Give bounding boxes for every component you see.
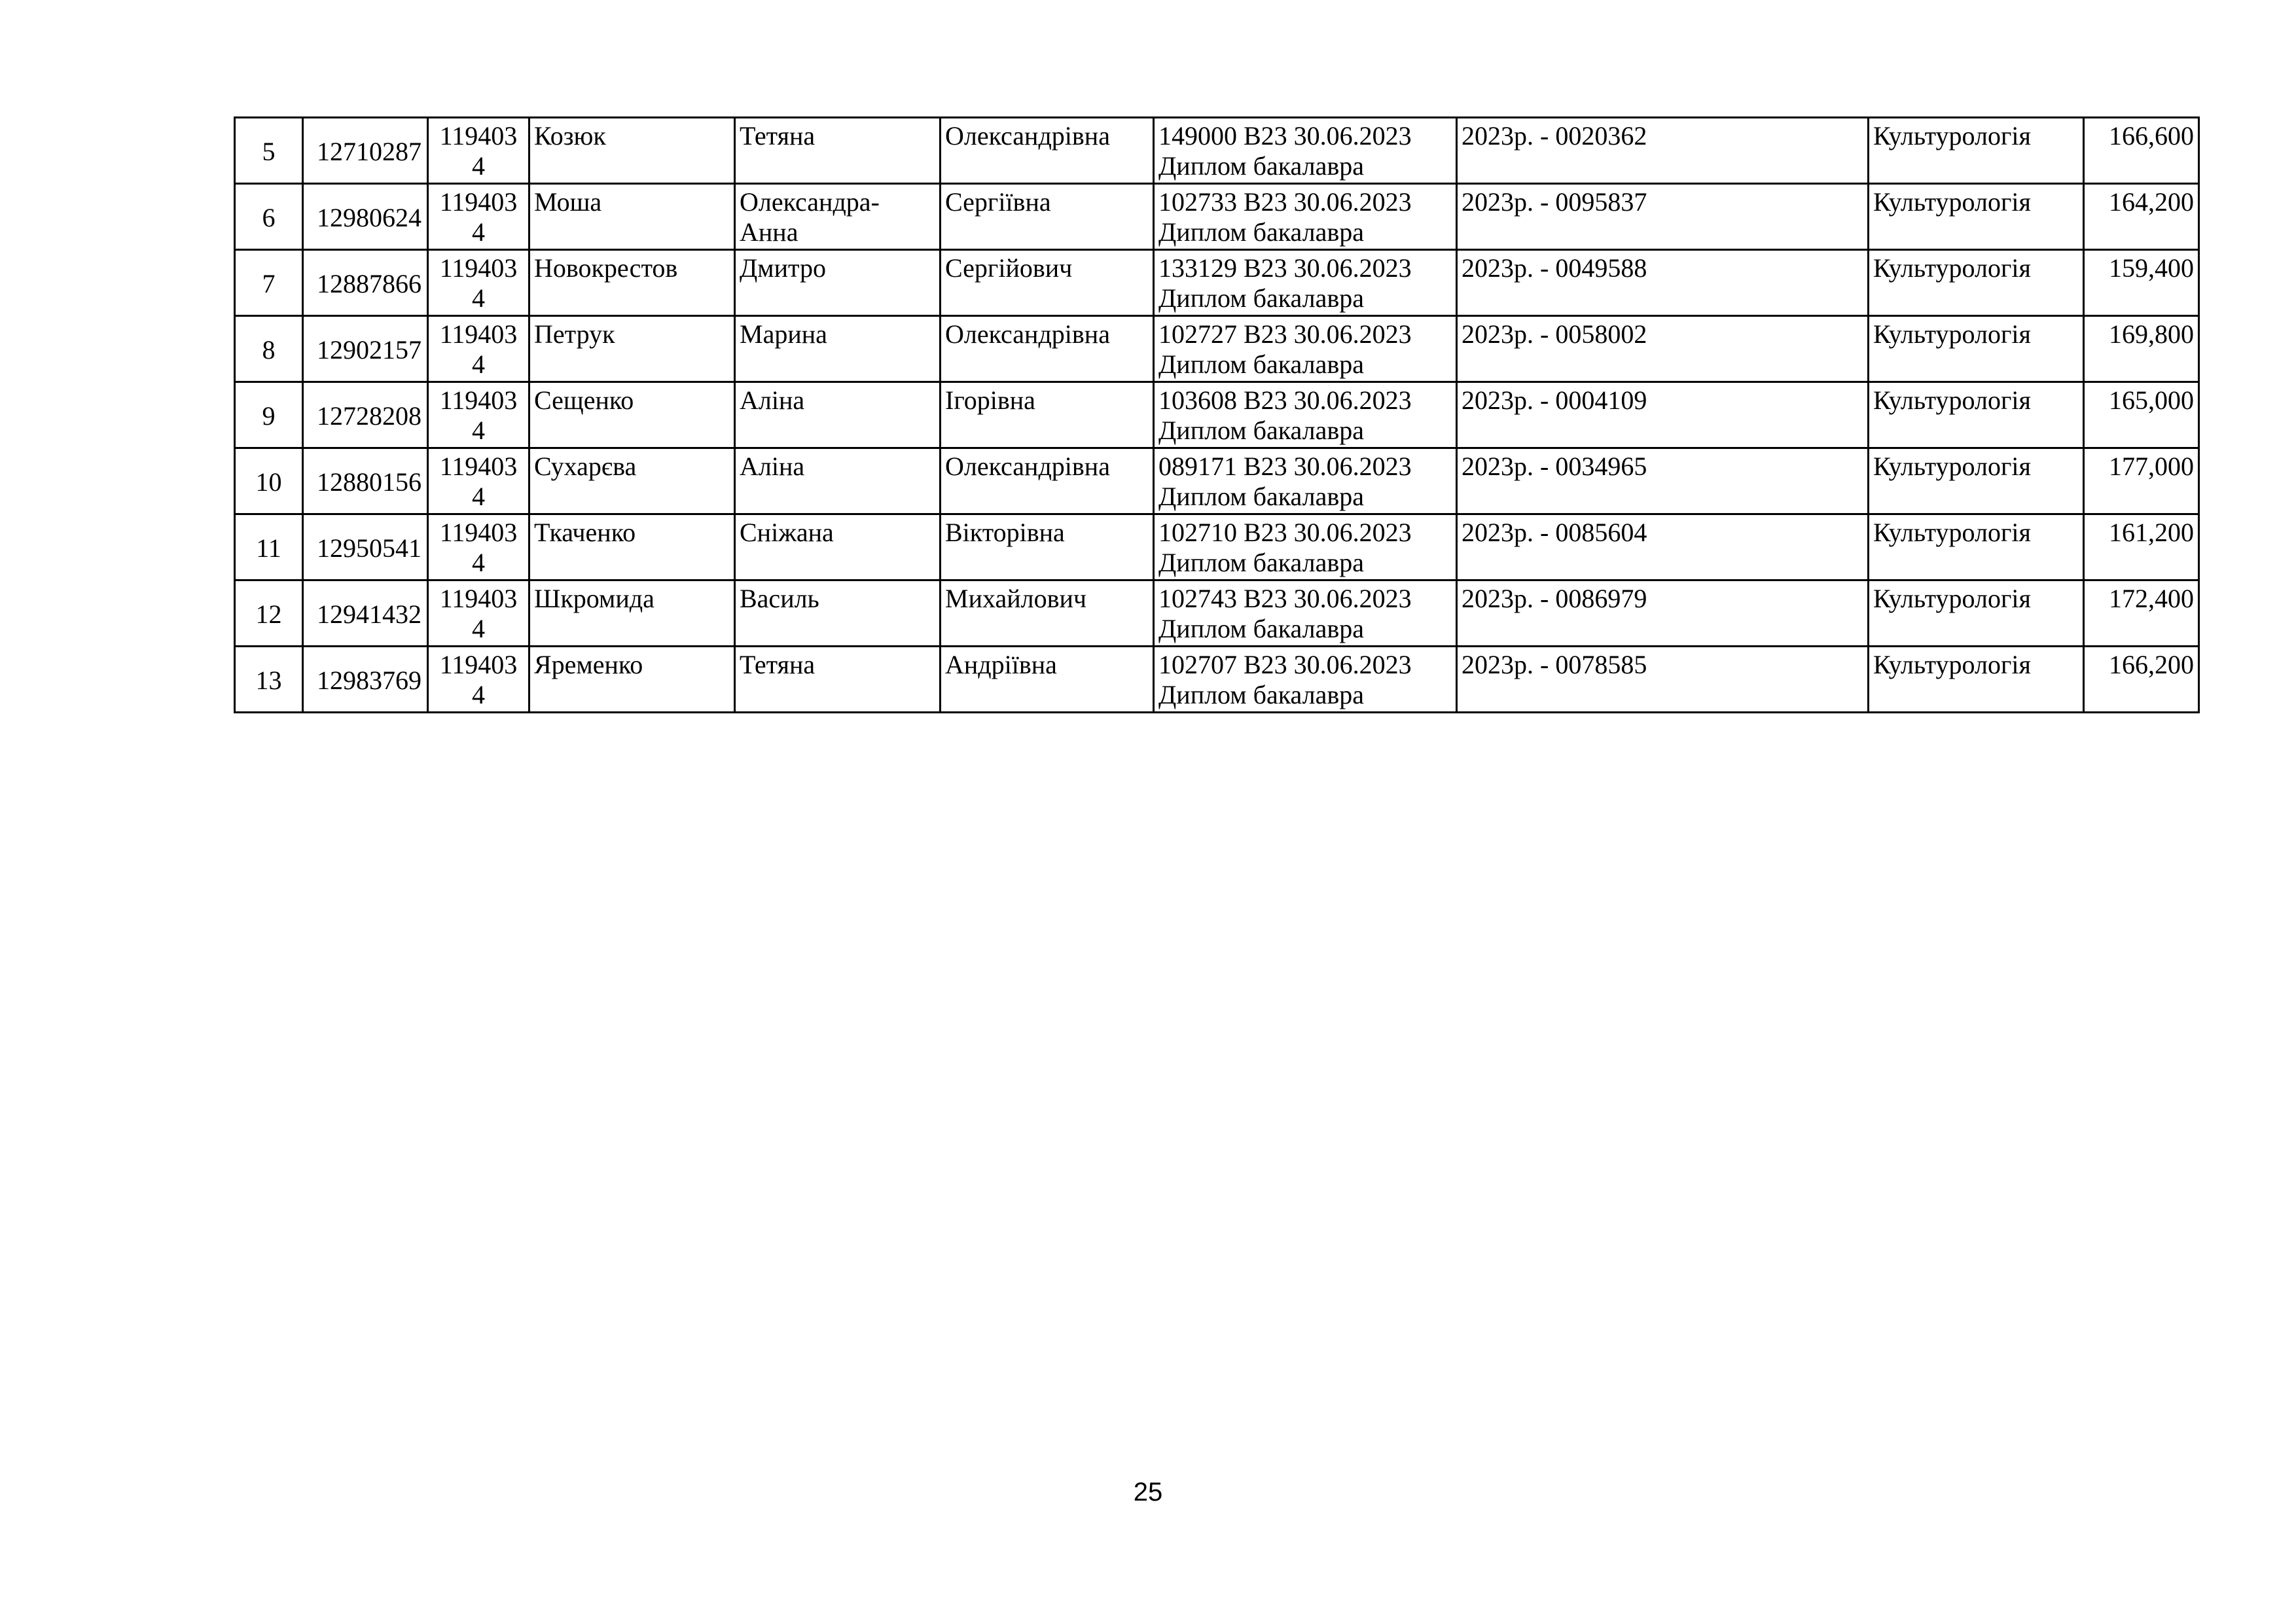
table-row [235, 448, 2199, 514]
score-cell: 161,200 [2084, 514, 2199, 580]
registration-number-cell: 2023р. - 0085604 [1457, 514, 1869, 580]
surname-cell: Ткаченко [529, 514, 735, 580]
row-number-cell: 7 [235, 250, 303, 316]
applicant-code-cell: 12887866 [303, 250, 428, 316]
applicant-code-cell: 12880156 [303, 448, 428, 514]
document-cell: 102710 В23 30.06.2023 Диплом бакалавра [1154, 514, 1457, 580]
patronymic-cell: Сергійович [941, 250, 1154, 316]
applicants-table [234, 116, 2200, 713]
table-row [235, 382, 2199, 448]
table-row [235, 647, 2199, 713]
surname-cell: Петрук [529, 316, 735, 382]
document-cell: 103608 В23 30.06.2023 Диплом бакалавра [1154, 382, 1457, 448]
first-name-cell: Тетяна [735, 647, 941, 713]
score-cell: 177,000 [2084, 448, 2199, 514]
surname-cell: Козюк [529, 118, 735, 184]
registration-number-cell: 2023р. - 0078585 [1457, 647, 1869, 713]
program-code-cell: 119403 4 [428, 514, 529, 580]
program-code-cell: 119403 4 [428, 184, 529, 250]
specialty-cell: Культурологія [1869, 316, 2084, 382]
first-name-cell: Тетяна [735, 118, 941, 184]
registration-number-cell: 2023р. - 0020362 [1457, 118, 1869, 184]
specialty-cell: Культурологія [1869, 118, 2084, 184]
first-name-cell: Марина [735, 316, 941, 382]
patronymic-cell: Михайлович [941, 580, 1154, 647]
document-cell: 102733 В23 30.06.2023 Диплом бакалавра [1154, 184, 1457, 250]
table-row [235, 316, 2199, 382]
first-name-cell: Аліна [735, 382, 941, 448]
first-name-cell: Дмитро [735, 250, 941, 316]
score-cell: 164,200 [2084, 184, 2199, 250]
surname-cell: Новокрестов [529, 250, 735, 316]
patronymic-cell: Олександрівна [941, 118, 1154, 184]
row-number-cell: 9 [235, 382, 303, 448]
specialty-cell: Культурологія [1869, 448, 2084, 514]
program-code-cell: 119403 4 [428, 647, 529, 713]
table-row [235, 118, 2199, 184]
row-number-cell: 6 [235, 184, 303, 250]
document-cell: 102707 В23 30.06.2023 Диплом бакалавра [1154, 647, 1457, 713]
document-cell: 102727 В23 30.06.2023 Диплом бакалавра [1154, 316, 1457, 382]
surname-cell: Шкромида [529, 580, 735, 647]
registration-number-cell: 2023р. - 0095837 [1457, 184, 1869, 250]
score-cell: 166,600 [2084, 118, 2199, 184]
applicant-code-cell: 12902157 [303, 316, 428, 382]
row-number-cell: 8 [235, 316, 303, 382]
registration-number-cell: 2023р. - 0086979 [1457, 580, 1869, 647]
patronymic-cell: Сергіївна [941, 184, 1154, 250]
specialty-cell: Культурологія [1869, 580, 2084, 647]
program-code-cell: 119403 4 [428, 316, 529, 382]
document-cell: 149000 В23 30.06.2023 Диплом бакалавра [1154, 118, 1457, 184]
row-number-cell: 11 [235, 514, 303, 580]
document-cell: 089171 В23 30.06.2023 Диплом бакалавра [1154, 448, 1457, 514]
row-number-cell: 10 [235, 448, 303, 514]
document-cell: 133129 В23 30.06.2023 Диплом бакалавра [1154, 250, 1457, 316]
surname-cell: Сещенко [529, 382, 735, 448]
table-row [235, 250, 2199, 316]
program-code-cell: 119403 4 [428, 580, 529, 647]
patronymic-cell: Андріївна [941, 647, 1154, 713]
score-cell: 166,200 [2084, 647, 2199, 713]
applicant-code-cell: 12950541 [303, 514, 428, 580]
applicant-code-cell: 12980624 [303, 184, 428, 250]
page-number: 25 [1133, 1478, 1163, 1507]
row-number-cell: 13 [235, 647, 303, 713]
specialty-cell: Культурологія [1869, 250, 2084, 316]
patronymic-cell: Олександрівна [941, 448, 1154, 514]
registration-number-cell: 2023р. - 0004109 [1457, 382, 1869, 448]
table-body [235, 118, 2199, 713]
first-name-cell: Аліна [735, 448, 941, 514]
patronymic-cell: Олександрівна [941, 316, 1154, 382]
applicant-code-cell: 12983769 [303, 647, 428, 713]
program-code-cell: 119403 4 [428, 118, 529, 184]
specialty-cell: Культурологія [1869, 382, 2084, 448]
applicant-code-cell: 12941432 [303, 580, 428, 647]
surname-cell: Моша [529, 184, 735, 250]
score-cell: 165,000 [2084, 382, 2199, 448]
patronymic-cell: Ігорівна [941, 382, 1154, 448]
first-name-cell: Василь [735, 580, 941, 647]
program-code-cell: 119403 4 [428, 448, 529, 514]
registration-number-cell: 2023р. - 0034965 [1457, 448, 1869, 514]
program-code-cell: 119403 4 [428, 250, 529, 316]
table-row [235, 580, 2199, 647]
surname-cell: Сухарєва [529, 448, 735, 514]
applicant-code-cell: 12710287 [303, 118, 428, 184]
score-cell: 159,400 [2084, 250, 2199, 316]
score-cell: 172,400 [2084, 580, 2199, 647]
patronymic-cell: Вікторівна [941, 514, 1154, 580]
specialty-cell: Культурологія [1869, 647, 2084, 713]
first-name-cell: Олександра-Анна [735, 184, 941, 250]
specialty-cell: Культурологія [1869, 514, 2084, 580]
program-code-cell: 119403 4 [428, 382, 529, 448]
specialty-cell: Культурологія [1869, 184, 2084, 250]
score-cell: 169,800 [2084, 316, 2199, 382]
registration-number-cell: 2023р. - 0049588 [1457, 250, 1869, 316]
applicant-code-cell: 12728208 [303, 382, 428, 448]
row-number-cell: 5 [235, 118, 303, 184]
row-number-cell: 12 [235, 580, 303, 647]
table-row [235, 514, 2199, 580]
first-name-cell: Сніжана [735, 514, 941, 580]
surname-cell: Яременко [529, 647, 735, 713]
registration-number-cell: 2023р. - 0058002 [1457, 316, 1869, 382]
document-cell: 102743 В23 30.06.2023 Диплом бакалавра [1154, 580, 1457, 647]
table-row [235, 184, 2199, 250]
